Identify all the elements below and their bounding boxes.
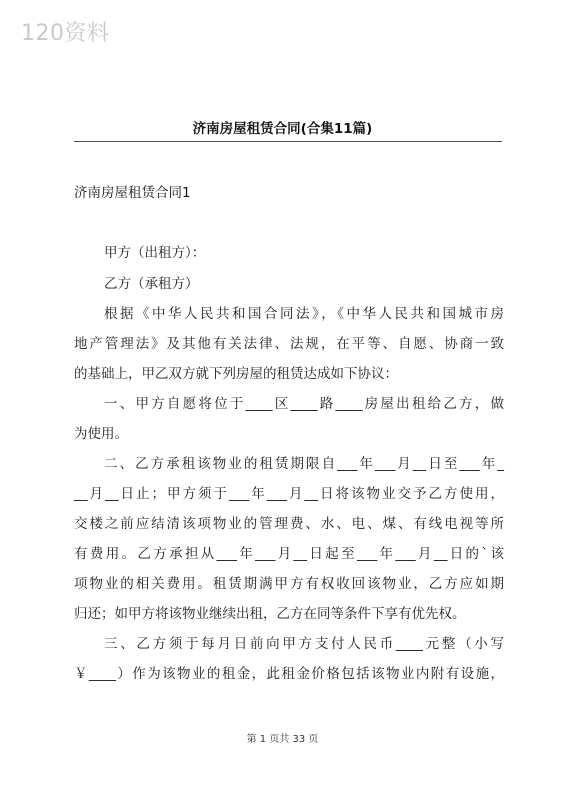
paragraph-line: 归还；如甲方将该物业继续出租，乙方在同等条件下享有优先权。 xyxy=(74,606,466,622)
paragraph-line: 交楼之前应结清该项物业的管理费、水、电、煤、有线电视等所 xyxy=(74,516,504,532)
watermark: 120资料 xyxy=(21,21,110,46)
paragraph-line: 项物业的相关费用。租赁期满甲方有权收回该物业，乙方应如期 xyxy=(74,576,504,592)
paragraph-line: 三、乙方须于每月日前向甲方支付人民币____元整（小写 xyxy=(104,636,504,652)
paragraph-line: __月__日止；甲方须于___年___月__日将该物业交予乙方使用， xyxy=(74,486,504,502)
title-underline xyxy=(74,141,502,142)
paragraph-line: 地产管理法》及其他有关法律、法规，在平等、自愿、协商一致 xyxy=(74,336,504,352)
paragraph-line: 的基础上，甲乙双方就下列房屋的租赁达成如下协议： xyxy=(74,366,398,382)
paragraph-line: 二、乙方承租该物业的租赁期限自___年___月__日至___年_ xyxy=(104,456,504,472)
party-b-line: 乙方（承租方） xyxy=(104,276,199,292)
page-number-footer: 第 1 页共 33 页 xyxy=(246,734,319,745)
party-a-line: 甲方（出租方）： xyxy=(104,245,206,261)
document-title: 济南房屋租赁合同(合集11篇) xyxy=(192,121,373,137)
paragraph-line: 一、甲方自愿将位于____区____路____房屋出租给乙方，做 xyxy=(104,396,504,412)
paragraph-line: 为使用。 xyxy=(74,426,128,442)
paragraph-line: 根据《中华人民共和国合同法》，《中华人民共和国城市房 xyxy=(104,306,504,322)
paragraph-line: 有费用。乙方承担从___年___月__日起至___年___月__日的`该 xyxy=(74,546,504,562)
document-subtitle: 济南房屋租赁合同1 xyxy=(74,185,191,201)
paragraph-line: ￥____）作为该物业的租金，此租金价格包括该物业内附有设施， xyxy=(74,666,504,682)
